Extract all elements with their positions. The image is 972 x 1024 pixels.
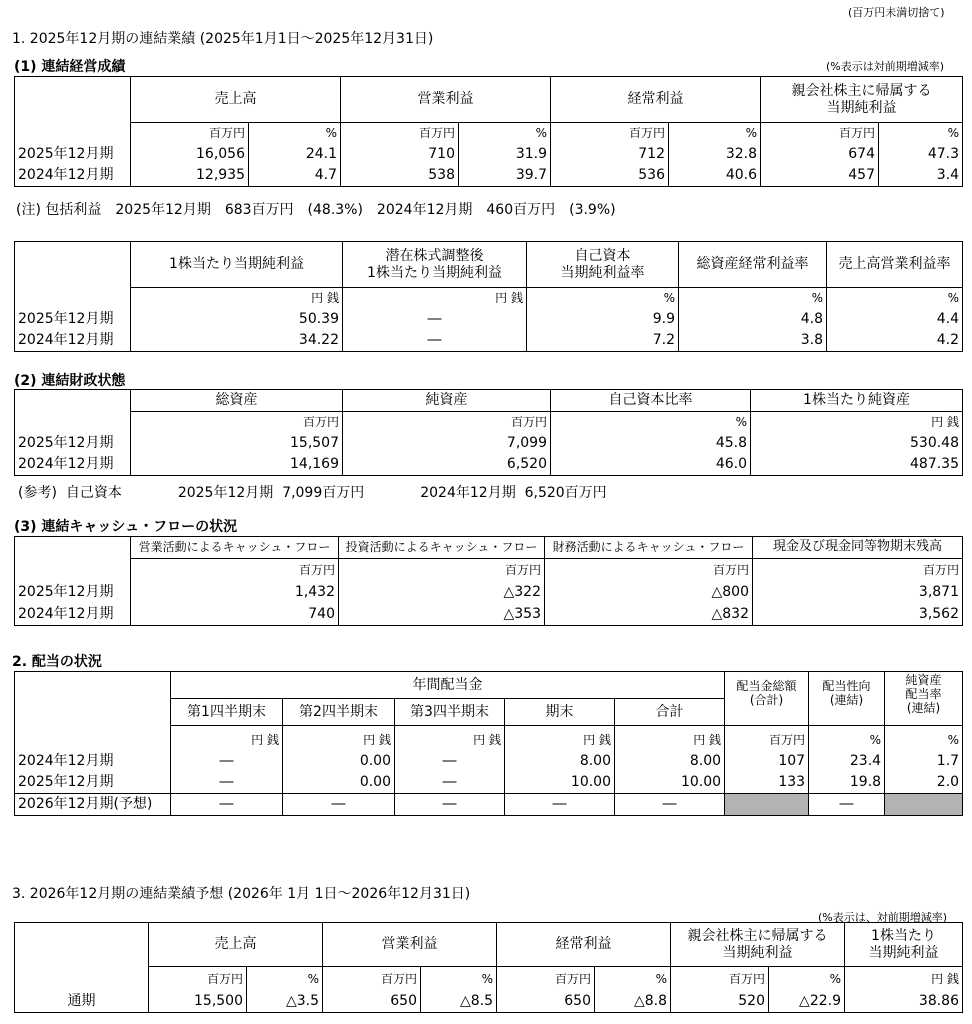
value-cell: 0.00 bbox=[359, 774, 391, 790]
value-cell: 740 bbox=[308, 606, 335, 622]
header-dividend-on-net-assets-line1: 純資産 bbox=[905, 673, 942, 687]
unit-label: % bbox=[869, 733, 882, 747]
col-total-assets bbox=[131, 412, 343, 476]
row-label: 2025年12月期 bbox=[18, 311, 114, 327]
value-cell: △3.5 bbox=[285, 993, 319, 1009]
value-cell: ― bbox=[219, 753, 234, 769]
row-label-full-year: 通期 bbox=[15, 967, 149, 1013]
value-cell: 536 bbox=[638, 167, 665, 183]
row-label: 2024年12月期 bbox=[18, 332, 114, 348]
unit-label: 円 銭 bbox=[473, 733, 501, 747]
value-cell: 4.7 bbox=[314, 167, 337, 183]
row-labels bbox=[15, 288, 131, 352]
unit-label: % bbox=[745, 126, 757, 140]
col-ord-profit-value bbox=[551, 123, 669, 187]
value-cell: △832 bbox=[711, 606, 749, 622]
col-q1 bbox=[171, 726, 283, 794]
header-operating-profit: 営業利益 bbox=[341, 77, 551, 123]
col-year-end bbox=[505, 726, 615, 794]
unit-label: 百万円 bbox=[712, 563, 749, 577]
value-cell: 710 bbox=[428, 146, 455, 162]
value-cell: ― bbox=[395, 794, 505, 816]
header-net-profit-parent bbox=[761, 77, 963, 123]
header-operating-cf: 営業活動によるキャッシュ・フロー bbox=[131, 537, 339, 559]
value-cell: △8.8 bbox=[633, 993, 667, 1009]
unit-label: 百万円 bbox=[418, 126, 455, 140]
forecast-percent-note: (%表示は、対前期増減率) bbox=[818, 911, 948, 924]
row-label: 2024年12月期 bbox=[18, 753, 114, 769]
col-op-profit-pct bbox=[421, 967, 497, 1013]
col-op-profit-pct bbox=[459, 123, 551, 187]
unit-label: 円 銭 bbox=[311, 291, 339, 305]
col-total-dividend bbox=[725, 726, 809, 794]
col-net-profit-pct bbox=[879, 123, 963, 187]
value-cell: 8.00 bbox=[689, 753, 722, 769]
value-cell: 50.39 bbox=[298, 311, 339, 327]
value-cell: ― bbox=[615, 794, 725, 816]
value-cell: 107 bbox=[778, 753, 806, 769]
value-cell: 23.4 bbox=[849, 753, 882, 769]
value-cell: △353 bbox=[503, 606, 541, 622]
unit-label: 円 銭 bbox=[363, 733, 391, 747]
col-net-sales-pct bbox=[247, 967, 323, 1013]
value-cell: 39.7 bbox=[515, 167, 547, 183]
row-labels bbox=[15, 123, 131, 187]
header-net-profit-parent-line2: 当期純利益 bbox=[826, 99, 897, 116]
value-cell: 3.8 bbox=[800, 332, 823, 348]
header-q3: 第3四半期末 bbox=[395, 699, 505, 726]
corner-cell bbox=[15, 77, 131, 123]
value-cell: 520 bbox=[738, 993, 765, 1009]
header-ordinary-profit: 経常利益 bbox=[551, 77, 761, 123]
value-cell: 4.4 bbox=[936, 311, 959, 327]
unit-label: % bbox=[829, 972, 841, 986]
cash-flows-table bbox=[14, 536, 963, 626]
col-eps bbox=[845, 967, 963, 1013]
value-cell: 530.48 bbox=[910, 435, 959, 451]
header-roa: 総資産経常利益率 bbox=[679, 242, 827, 288]
value-cell: 12,935 bbox=[196, 167, 245, 183]
value-cell: △22.9 bbox=[799, 993, 841, 1009]
value-cell: 10.00 bbox=[680, 774, 722, 790]
value-cell: 0.00 bbox=[359, 753, 391, 769]
header-total-assets: 総資産 bbox=[131, 390, 343, 412]
unit-label: 百万円 bbox=[206, 972, 243, 986]
header-net-profit-parent-line1: 親会社株主に帰属する bbox=[687, 928, 828, 945]
dividends-table bbox=[14, 671, 963, 816]
col-financing-cf bbox=[545, 559, 753, 626]
operating-results-table bbox=[14, 76, 963, 187]
unit-label: 円 銭 bbox=[693, 733, 722, 747]
row-label: 2025年12月期 bbox=[18, 146, 114, 162]
row-label: 2024年12月期 bbox=[18, 167, 114, 183]
header-roe-line2: 当期純利益率 bbox=[560, 264, 645, 281]
per-share-ratio-table bbox=[14, 241, 963, 352]
header-payout-ratio-line2: (連結) bbox=[829, 692, 864, 707]
value-cell: 2.0 bbox=[936, 774, 960, 790]
header-dividend-on-net-assets-line3: (連結) bbox=[906, 700, 941, 715]
unit-label: % bbox=[947, 291, 959, 305]
header-year-end: 期末 bbox=[505, 699, 615, 726]
header-net-profit-parent-line1: 親会社株主に帰属する bbox=[791, 83, 932, 100]
col-payout-ratio bbox=[809, 726, 885, 794]
unit-label: % bbox=[307, 972, 319, 986]
unit-label: 円 銭 bbox=[931, 415, 959, 429]
unit-label: 百万円 bbox=[302, 415, 339, 429]
value-cell: 3,562 bbox=[918, 606, 959, 622]
col-net-profit-value bbox=[671, 967, 769, 1013]
row-labels bbox=[15, 559, 131, 626]
value-cell: 6,520 bbox=[506, 456, 547, 472]
col-roa bbox=[679, 288, 827, 352]
row-label: 2024年12月期 bbox=[18, 606, 114, 622]
unit-label: % bbox=[325, 126, 337, 140]
value-cell: 457 bbox=[848, 167, 875, 183]
header-diluted-eps-line2: 1株当たり当期純利益 bbox=[367, 264, 502, 281]
value-cell: 7.2 bbox=[652, 332, 675, 348]
header-q2: 第2四半期末 bbox=[283, 699, 395, 726]
value-cell: 1,432 bbox=[294, 584, 335, 600]
col-operating-cf bbox=[131, 559, 339, 626]
section-heading-cash-flows: (3) 連結キャッシュ・フローの状況 bbox=[14, 519, 238, 535]
col-investing-cf bbox=[339, 559, 545, 626]
value-cell: 4.8 bbox=[800, 311, 823, 327]
value-cell: 650 bbox=[390, 993, 417, 1009]
unit-label: 百万円 bbox=[298, 563, 335, 577]
section-heading-dividends: 2. 配当の状況 bbox=[12, 654, 102, 670]
header-total-dividend bbox=[725, 672, 809, 726]
value-cell: 15,500 bbox=[194, 993, 243, 1009]
amount-truncation-note: (百万円未満切捨て) bbox=[848, 6, 945, 19]
unit-label: 円 銭 bbox=[495, 291, 523, 305]
section-heading-financial-position: (2) 連結財政状態 bbox=[14, 373, 126, 389]
corner-cell bbox=[15, 537, 131, 559]
value-cell: ― bbox=[283, 794, 395, 816]
unit-label: % bbox=[947, 126, 959, 140]
unit-label: 百万円 bbox=[922, 563, 959, 577]
col-ord-profit-pct bbox=[669, 123, 761, 187]
row-label: 2025年12月期 bbox=[18, 435, 114, 451]
col-eps bbox=[131, 288, 343, 352]
unit-label: % bbox=[655, 972, 667, 986]
header-payout-ratio-line1: 配当性向 bbox=[822, 679, 871, 693]
value-cell: 14,169 bbox=[290, 456, 339, 472]
col-op-profit-value bbox=[341, 123, 459, 187]
header-equity-ratio: 自己資本比率 bbox=[551, 390, 751, 412]
unit-label: 百万円 bbox=[769, 733, 806, 747]
value-cell: 7,099 bbox=[506, 435, 547, 451]
value-cell: 38.86 bbox=[918, 993, 959, 1009]
header-net-profit-parent bbox=[671, 923, 845, 967]
header-net-assets: 純資産 bbox=[343, 390, 551, 412]
section-heading-forecast: 3. 2026年12月期の連結業績予想 (2026年 1月 1日～2026年12月31日) bbox=[12, 886, 471, 902]
col-equity-ratio bbox=[551, 412, 751, 476]
header-dividend-on-net-assets bbox=[885, 672, 963, 726]
header-dividend-on-net-assets-line2: 配当率 bbox=[905, 686, 942, 701]
col-cash-end bbox=[753, 559, 963, 626]
header-roe bbox=[527, 242, 679, 288]
value-cell: ― bbox=[442, 753, 457, 769]
unit-label: 百万円 bbox=[628, 126, 665, 140]
value-cell: 538 bbox=[428, 167, 455, 183]
value-cell: 31.9 bbox=[515, 146, 547, 162]
value-cell: △322 bbox=[503, 584, 541, 600]
value-cell: 3,871 bbox=[918, 584, 959, 600]
row-labels bbox=[15, 726, 171, 794]
header-op-margin: 売上高営業利益率 bbox=[827, 242, 963, 288]
value-cell: 34.22 bbox=[298, 332, 339, 348]
value-cell: 40.6 bbox=[725, 167, 757, 183]
header-eps-line2: 当期純利益 bbox=[868, 944, 939, 961]
col-net-sales-value bbox=[131, 123, 249, 187]
col-ord-profit-pct bbox=[595, 967, 671, 1013]
value-cell: ― bbox=[427, 311, 442, 327]
header-total: 合計 bbox=[615, 699, 725, 726]
value-cell: 24.1 bbox=[305, 146, 337, 162]
col-q3 bbox=[395, 726, 505, 794]
corner-cell bbox=[15, 923, 149, 967]
row-label: 2024年12月期 bbox=[18, 456, 114, 472]
col-op-profit-value bbox=[323, 967, 421, 1013]
header-cash-end: 現金及び現金同等物期末残高 bbox=[753, 537, 963, 559]
value-cell: ― bbox=[809, 794, 885, 816]
value-cell: 712 bbox=[638, 146, 665, 162]
unit-label: 円 銭 bbox=[583, 733, 611, 747]
row-label-forecast: 2026年12月期(予想) bbox=[15, 794, 171, 816]
value-cell: 19.8 bbox=[849, 774, 882, 790]
equity-reference-note: (参考) 自己資本 2025年12月期 7,099百万円 2024年12月期 6,520百万円 bbox=[18, 485, 607, 501]
forecast-table bbox=[14, 922, 963, 1013]
col-bps bbox=[751, 412, 963, 476]
page-title: 1. 2025年12月期の連結業績 (2025年1月1日～2025年12月31日) bbox=[12, 31, 434, 47]
corner-cell bbox=[15, 699, 171, 726]
header-net-sales: 売上高 bbox=[149, 923, 323, 967]
unit-label: 百万円 bbox=[510, 415, 547, 429]
value-cell: 133 bbox=[778, 774, 806, 790]
col-total bbox=[615, 726, 725, 794]
header-annual-dividend: 年間配当金 bbox=[171, 672, 725, 699]
header-net-sales: 売上高 bbox=[131, 77, 341, 123]
section-heading-operating-results: (1) 連結経営成績 bbox=[14, 59, 126, 75]
value-cell: ― bbox=[427, 332, 442, 348]
value-cell: 46.0 bbox=[715, 456, 747, 472]
value-cell: 650 bbox=[564, 993, 591, 1009]
col-ord-profit-value bbox=[497, 967, 595, 1013]
header-investing-cf: 投資活動によるキャッシュ・フロー bbox=[339, 537, 545, 559]
corner-cell bbox=[15, 242, 131, 288]
value-cell: 674 bbox=[848, 146, 875, 162]
value-cell: 10.00 bbox=[570, 774, 611, 790]
comprehensive-income-note: (注) 包括利益 2025年12月期 683百万円 (48.3%) 2024年12月期 460百万円 (3.9%) bbox=[16, 202, 616, 218]
value-cell: 487.35 bbox=[910, 456, 959, 472]
col-net-profit-pct bbox=[769, 967, 845, 1013]
corner-cell bbox=[15, 672, 171, 699]
header-operating-profit: 営業利益 bbox=[323, 923, 497, 967]
unit-label: % bbox=[811, 291, 823, 305]
unit-label: % bbox=[735, 415, 747, 429]
value-cell: ― bbox=[442, 774, 457, 790]
value-cell: 1.7 bbox=[936, 753, 960, 769]
unit-label: 百万円 bbox=[504, 563, 541, 577]
col-net-assets bbox=[343, 412, 551, 476]
header-diluted-eps-line1: 潜在株式調整後 bbox=[385, 248, 484, 265]
value-cell: 16,056 bbox=[196, 146, 245, 162]
corner-cell bbox=[15, 390, 131, 412]
value-cell: 3.4 bbox=[936, 167, 959, 183]
col-op-margin bbox=[827, 288, 963, 352]
unit-label: % bbox=[481, 972, 493, 986]
col-net-profit-value bbox=[761, 123, 879, 187]
value-cell: ― bbox=[171, 794, 283, 816]
col-diluted-eps bbox=[343, 288, 527, 352]
unit-label: 円 銭 bbox=[931, 972, 959, 986]
unit-label: 百万円 bbox=[380, 972, 417, 986]
header-total-dividend-line2: (合計) bbox=[749, 692, 784, 707]
shaded-cell bbox=[725, 794, 809, 816]
col-net-sales-value bbox=[149, 967, 247, 1013]
unit-label: % bbox=[947, 733, 960, 747]
col-q2 bbox=[283, 726, 395, 794]
header-ordinary-profit: 経常利益 bbox=[497, 923, 671, 967]
unit-label: % bbox=[535, 126, 547, 140]
value-cell: 15,507 bbox=[290, 435, 339, 451]
unit-label: 百万円 bbox=[208, 126, 245, 140]
value-cell: 32.8 bbox=[725, 146, 757, 162]
unit-label: 百万円 bbox=[554, 972, 591, 986]
value-cell: ― bbox=[505, 794, 615, 816]
value-cell: 47.3 bbox=[927, 146, 959, 162]
percent-change-note: (%表示は対前期増減率) bbox=[826, 60, 945, 73]
header-roe-line1: 自己資本 bbox=[574, 248, 631, 265]
value-cell: ― bbox=[219, 774, 234, 790]
value-cell: 4.2 bbox=[936, 332, 959, 348]
col-dividend-on-net-assets bbox=[885, 726, 963, 794]
value-cell: 45.8 bbox=[715, 435, 747, 451]
value-cell: 9.9 bbox=[652, 311, 675, 327]
value-cell: △8.5 bbox=[459, 993, 493, 1009]
header-diluted-eps bbox=[343, 242, 527, 288]
header-payout-ratio bbox=[809, 672, 885, 726]
shaded-cell bbox=[885, 794, 963, 816]
value-cell: △800 bbox=[711, 584, 749, 600]
row-labels bbox=[15, 412, 131, 476]
row-label: 2025年12月期 bbox=[18, 774, 114, 790]
header-eps bbox=[845, 923, 963, 967]
col-net-sales-pct bbox=[249, 123, 341, 187]
header-eps-line1: 1株当たり bbox=[871, 928, 936, 945]
header-eps: 1株当たり当期純利益 bbox=[131, 242, 343, 288]
unit-label: 円 銭 bbox=[251, 733, 279, 747]
unit-label: % bbox=[663, 291, 675, 305]
header-net-profit-parent-line2: 当期純利益 bbox=[722, 944, 793, 961]
unit-label: 百万円 bbox=[728, 972, 765, 986]
col-roe bbox=[527, 288, 679, 352]
header-financing-cf: 財務活動によるキャッシュ・フロー bbox=[545, 537, 753, 559]
financial-position-table bbox=[14, 389, 963, 476]
header-q1: 第1四半期末 bbox=[171, 699, 283, 726]
header-total-dividend-line1: 配当金総額 bbox=[736, 679, 797, 693]
value-cell: 8.00 bbox=[579, 753, 611, 769]
row-label: 2025年12月期 bbox=[18, 584, 114, 600]
header-bps: 1株当たり純資産 bbox=[751, 390, 963, 412]
unit-label: 百万円 bbox=[838, 126, 875, 140]
